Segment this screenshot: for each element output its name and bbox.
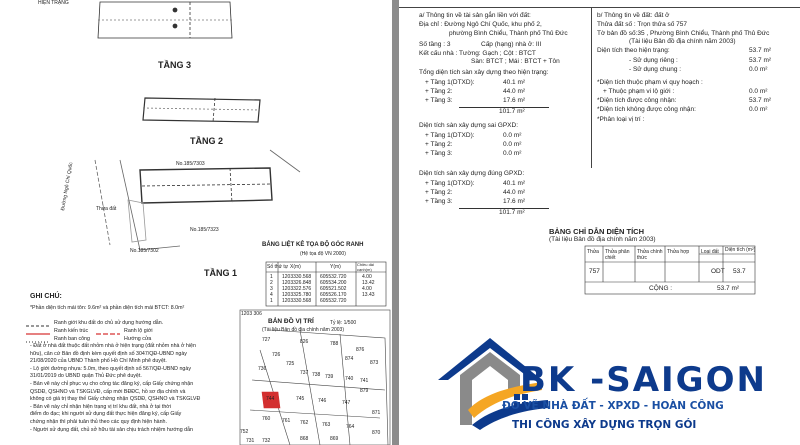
coord-table-subtitle: (Hệ tọa độ VN 2000)	[300, 251, 346, 257]
map-parcel-label: 741	[360, 378, 369, 384]
section1-total: 101.7 m²	[499, 108, 525, 115]
note-line: Ranh ban công	[54, 336, 90, 342]
map-parcel-label: 826	[300, 339, 309, 345]
coord-cell-x: 1203326.848	[282, 280, 312, 286]
map-parcel-label: 876	[356, 347, 365, 353]
structure-line2: Sàn: BTCT ; Mái : BTCT + Tôn	[471, 58, 560, 65]
left-survey-sheet	[0, 0, 392, 445]
coord-cell-y: 605526.170	[320, 292, 347, 298]
land-row-value: 0.0 m²	[749, 106, 768, 113]
area-table-cell: 757	[589, 268, 600, 275]
coord-cell-no: 2	[270, 280, 273, 286]
coord-table-title: BẢNG LIỆT KÊ TỌA ĐỘ GÓC RANH	[262, 242, 364, 248]
parcel-number: Thửa đất số : Trọn thửa số 757	[597, 21, 688, 28]
area-row-label: + Tầng 3:	[425, 97, 453, 104]
map-parcel-label: 746	[318, 398, 327, 404]
land-row-label: *Diện tích được công nhận:	[597, 97, 677, 104]
note-line: - Đất ở nhà đất thuộc đất nhỏm nhà ở hiện trạng (đất nhỏm nhà ở hiện	[30, 343, 196, 349]
note-line: - Bản vẽ này chỉ nhận hiện trạng vị trí khu đất, nhà ở tại thời	[30, 403, 171, 410]
coord-cell-y: 605534.200	[320, 280, 347, 286]
map-source: (Tài liệu Bản đồ địa chính năm 2003)	[629, 38, 736, 45]
note-line: *Phần diện tích mái tôn: 9.6m² và phần diện tích mái BTCT: 8.0m²	[30, 305, 185, 311]
land-row-label: *Phân loại vị trí :	[597, 116, 645, 123]
notes-title: GHI CHÚ:	[30, 293, 62, 300]
plot-number-3: No.185/7302	[130, 248, 159, 254]
map-parcel-label: 869	[330, 436, 339, 442]
map-parcel-label: 739	[325, 374, 334, 380]
section2-title: Diện tích sàn xây dựng sai GPXD:	[419, 122, 519, 129]
coord-header-x: X(m)	[290, 264, 301, 270]
map-parcel-label: 747	[342, 400, 351, 406]
map-parcel-label: 731	[246, 438, 255, 444]
area-row-value: 0.0 m²	[503, 150, 522, 157]
map-parcel-label: 760	[262, 416, 271, 422]
note-line: hữu), căn cứ Bản đồ định kèm quyết định số 3047/QĐ-UBND ngày	[30, 350, 187, 357]
area-total-label: CỘNG :	[649, 285, 673, 292]
land-row-value: 0.0 m²	[749, 66, 768, 73]
floor2-title: TẦNG 2	[190, 136, 224, 146]
floors-count: Số tầng : 3	[419, 41, 451, 48]
map-parcel-label: 873	[370, 360, 379, 366]
coord-cell-x: 1203330.568	[282, 274, 312, 280]
coord-header-length: Chiều dài cạnh(m)	[357, 262, 374, 272]
area-row-value: 0.0 m²	[503, 132, 522, 139]
map-parcel-label: 736	[258, 366, 267, 372]
coord-header-no: Số thứ tự	[267, 264, 289, 270]
land-row-label: Diện tích theo hiện trạng:	[597, 47, 670, 54]
coord-cell-y: 605532.720	[320, 298, 347, 304]
area-table-header: Thửa phân chiết	[605, 249, 630, 261]
brand-tagline-1: ĐO VẼ NHÀ ĐẤT - XPXD - HOÀN CÔNG	[502, 400, 724, 412]
map-corner-label: 1203 306	[241, 311, 262, 317]
area-row-value: 17.6 m²	[503, 97, 526, 104]
map-parcel-label: 745	[296, 396, 305, 402]
note-line: 21/08/2020 của UBND Thành phố Hồ Chí Minh phê duyệt.	[30, 358, 167, 365]
coord-cell-no: 3	[270, 286, 273, 292]
note-line: Hướng cửa	[124, 336, 152, 342]
address-line2: phường Bình Chiểu, Thành phố Thủ Đức	[449, 30, 568, 37]
land-info-title: b/ Thông tin về đất: đất ở	[597, 12, 670, 19]
land-row-label: - Sử dụng chung :	[629, 66, 682, 73]
map-parcel-label: 740	[345, 376, 354, 382]
area-table-cell: 53.7	[733, 268, 746, 275]
floor3-plan	[98, 2, 232, 38]
plot-number-2: No.185/7323	[190, 227, 219, 233]
area-row-value: 44.0 m²	[503, 88, 526, 95]
structure-line1: Kết cấu nhà : Tường: Gạch ; Cột : BTCT	[419, 50, 536, 57]
coord-header-y: Y(m)	[330, 264, 341, 270]
area-total-value: 53.7 m²	[717, 285, 740, 292]
note-line: không có giá trị thay thế Giấy chứng nhận QSDĐ, QSHNO và TSKGLVĐ	[30, 396, 201, 403]
coord-cell-no: 1	[270, 274, 273, 280]
map-title: BẢN ĐỒ VỊ TRÍ	[268, 318, 314, 325]
area-table-header: Diện tích (m²)	[725, 247, 756, 253]
map-parcel-label: 744	[266, 396, 275, 402]
coord-cell-y: 605532.720	[320, 274, 347, 280]
map-parcel-label: 738	[312, 372, 321, 378]
current-state-label: HIỆN TRẠNG	[38, 0, 69, 6]
road-label: Đường Ngô Chí Quốc	[60, 161, 75, 212]
note-line: Ranh giới khu đất do chủ sử dụng hướng dẫn.	[54, 320, 164, 326]
land-row-label: - Sử dụng riêng :	[629, 57, 678, 64]
plot-number-1: No.185/7303	[176, 161, 205, 167]
map-parcel-label: 761	[282, 418, 291, 424]
coord-cell-no: 4	[270, 292, 273, 298]
coord-cell-x: 1203330.568	[282, 298, 312, 304]
map-parcel-label: 764	[346, 424, 355, 430]
map-parcel-label: 868	[300, 436, 309, 442]
coord-cell-length: 4.00	[362, 286, 372, 292]
coord-cell-no: 1	[270, 298, 273, 304]
note-line: QSDĐ, QSHNO và TSKGLVĐ, cấp mới BĐĐC, hồ sơ địa chính và	[30, 388, 186, 395]
map-parcel-label: 726	[272, 352, 281, 358]
land-row-value: 53.7 m²	[749, 57, 772, 64]
brand-tagline-2: THI CÔNG XÂY DỰNG TRỌN GÓI	[512, 419, 697, 431]
note-line: Ranh lộ giới	[124, 328, 153, 334]
area-row-value: 40.1 m²	[503, 180, 526, 187]
coord-cell-x: 1203322.576	[282, 286, 312, 292]
area-row-label: + Tầng 2:	[425, 88, 453, 95]
area-table-header: Thửa	[587, 249, 599, 255]
map-scale: Tỷ lệ: 1/500	[330, 320, 357, 326]
land-row-value: 53.7 m²	[749, 47, 772, 54]
floor2-plan	[143, 98, 260, 122]
floor1-title: TẦNG 1	[204, 268, 238, 278]
area-row-label: + Tầng 1(DTXD):	[425, 79, 475, 86]
house-grade: Cấp (hạng) nhà ở: III	[481, 41, 542, 48]
area-row-value: 17.6 m²	[503, 198, 526, 205]
map-parcel-label: 752	[240, 429, 249, 435]
area-row-label: + Tầng 3:	[425, 150, 453, 157]
land-row-label: *Diện tích thuộc phạm vi quy hoạch :	[597, 79, 703, 86]
map-parcel-label: 871	[372, 410, 381, 416]
map-parcel-label: 879	[360, 388, 369, 394]
area-row-label: + Tầng 3:	[425, 198, 453, 205]
map-parcel-label: 732	[262, 438, 271, 444]
area-table-cell: ODT	[711, 268, 725, 275]
area-row-label: + Tầng 2:	[425, 141, 453, 148]
area-table-subtitle: (Tài liệu Bản đồ địa chính năm 2003)	[549, 236, 656, 243]
coord-cell-length: 13.43	[362, 292, 375, 298]
note-line: Ranh kiến trúc	[54, 328, 89, 334]
map-sheet: Tờ bản đồ số:35 , Phường Bình Chiểu, Thành phố Thủ Đức	[597, 30, 770, 37]
area-row-label: + Tầng 1(DTXD):	[425, 132, 475, 139]
note-line: 31/01/2019 do UBND quận Thủ Đức phê duyệt.	[30, 373, 142, 380]
area-table-header: Thửa chính thức	[637, 249, 663, 261]
area-row-value: 40.1 m²	[503, 79, 526, 86]
floor3-title: TẦNG 3	[158, 60, 192, 70]
map-parcel-label: 725	[286, 361, 295, 367]
map-parcel-label: 762	[300, 420, 309, 426]
map-parcel-label: 763	[322, 422, 331, 428]
asset-info-title: a/ Thông tin về tài sản gắn liền với đất:	[419, 12, 531, 19]
land-row-value: 0.0 m²	[749, 88, 768, 95]
note-line: điểm đo đạc; khi người sử dụng đất thực hiện đăng ký, cấp Giấy	[30, 411, 182, 418]
map-parcel-label: 737	[300, 370, 309, 376]
coord-cell-length: 4.00	[362, 274, 372, 280]
map-parcel-label: 870	[372, 430, 381, 436]
area-row-label: + Tầng 1(DTXD):	[425, 180, 475, 187]
brand-name: BK -SAIGON	[520, 360, 767, 400]
area-table-header: Thửa hợp	[667, 249, 690, 255]
area-table-header: Loại đất	[701, 249, 719, 255]
map-parcel-label: 788	[330, 341, 339, 347]
section1-title: Tổng diện tích sàn xây dựng theo hiện trạng:	[419, 69, 549, 76]
land-row-value: 53.7 m²	[749, 97, 772, 104]
map-parcel-label: 727	[262, 337, 271, 343]
area-table-title: BẢNG CHỈ DẪN DIỆN TÍCH	[549, 227, 644, 236]
section3-title: Diện tích sàn xây dựng đúng GPXD:	[419, 170, 525, 177]
section3-total: 101.7 m²	[499, 209, 525, 216]
land-row-label: + Thuộc phạm vi lộ giới :	[603, 88, 675, 95]
note-line: chứng nhận thì phải tuân thủ theo các quy định hiện hành.	[30, 419, 167, 425]
note-line: - Bản vẽ này chỉ phục vụ cho công tác đăng ký, cấp Giấy chứng nhận	[30, 381, 194, 387]
map-subtitle: (Tài liệu Bản đồ địa chính năm 2003)	[262, 327, 344, 333]
note-line: - Người sử dụng đất, chủ sở hữu tài sản chịu trách nhiệm hướng dẫn	[30, 426, 193, 433]
coord-cell-x: 1203325.780	[282, 292, 312, 298]
note-line: - Lộ giới đường nhựa: 5.0m, theo quyết định số 567/QĐ-UBND ngày	[30, 365, 191, 372]
coord-cell-y: 605521.502	[320, 286, 347, 292]
address-line1: Địa chỉ : Đường Ngô Chí Quốc, khu phố 2,	[419, 21, 542, 28]
parcel-note: Thửa đất	[96, 206, 117, 212]
area-row-value: 44.0 m²	[503, 189, 526, 196]
area-row-value: 0.0 m²	[503, 141, 522, 148]
area-row-label: + Tầng 2:	[425, 189, 453, 196]
land-row-label: *Diện tích không được công nhận:	[597, 106, 696, 113]
coord-cell-length: 13.42	[362, 280, 375, 286]
brand-banner	[430, 330, 800, 445]
map-parcel-label: 874	[345, 356, 354, 362]
